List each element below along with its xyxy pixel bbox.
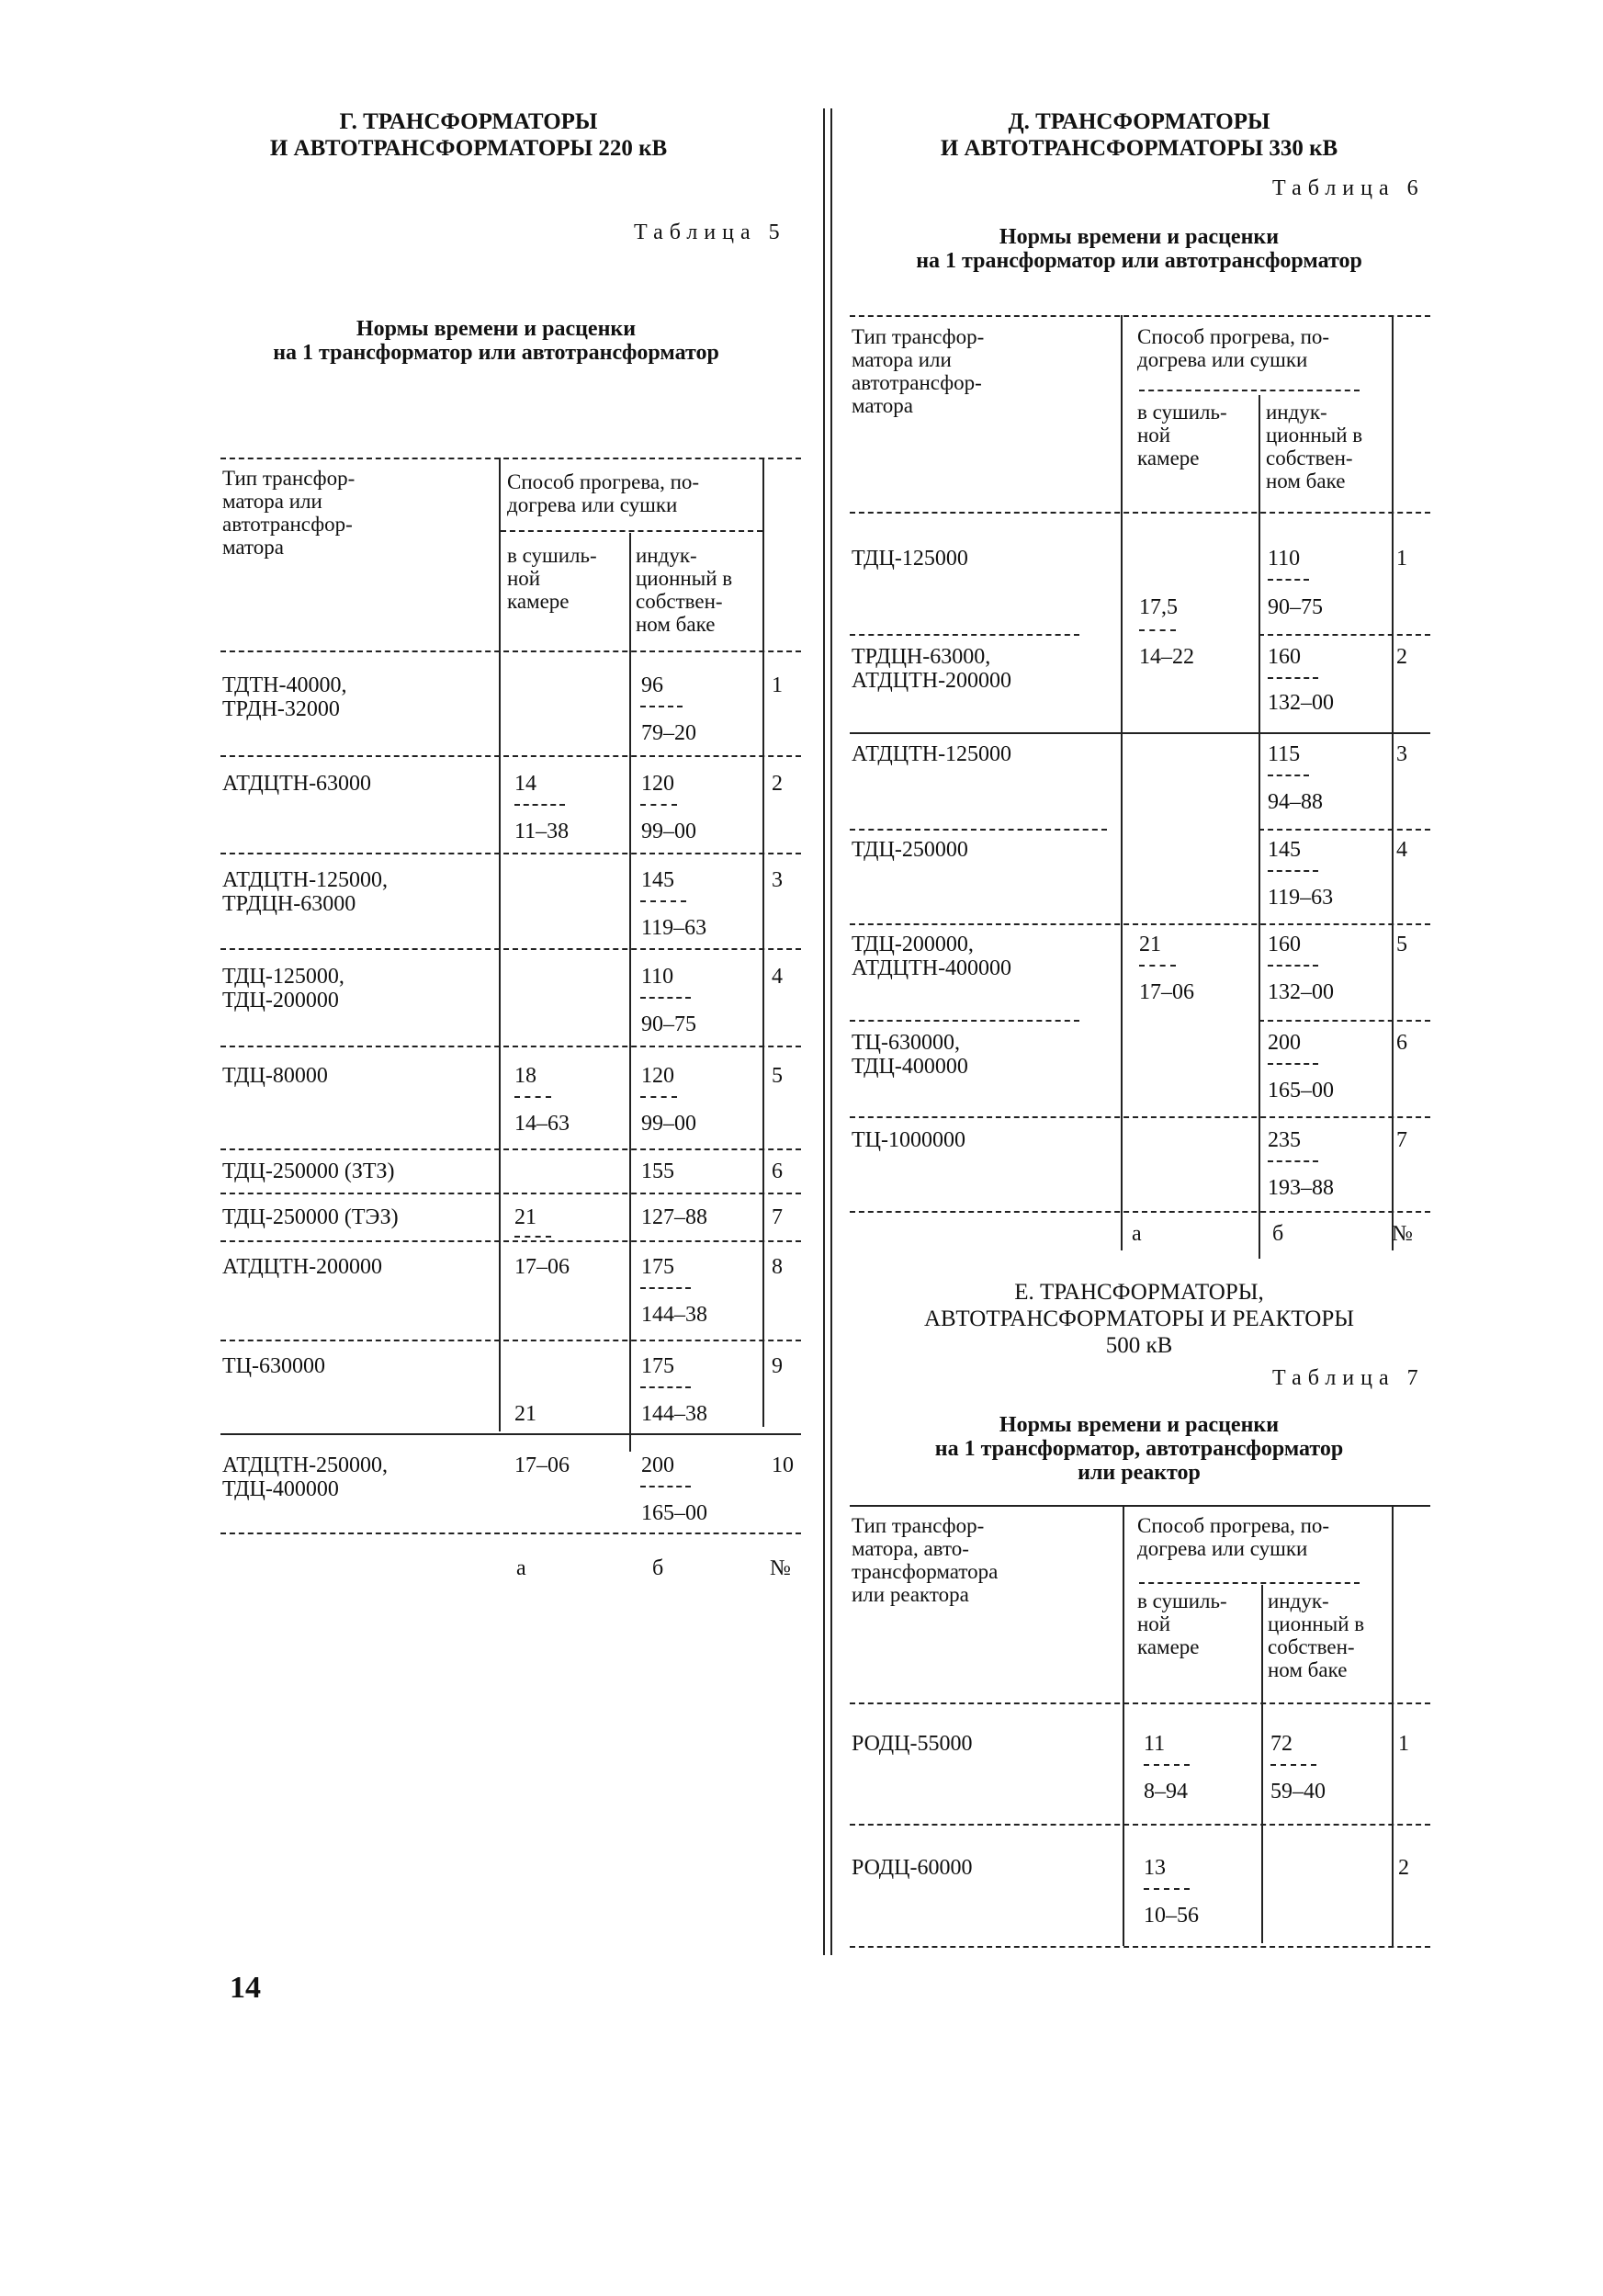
t7-col-chamber: в сушиль- ной камере bbox=[1137, 1589, 1227, 1658]
t5-r9-ind-price: 144–38 bbox=[641, 1402, 707, 1426]
section-e-title bbox=[854, 1279, 1424, 1359]
section-e-title-line1: Е. ТРАНСФОРМАТОРЫ, bbox=[1014, 1280, 1264, 1305]
section-e-norm-line3: или реактор bbox=[1078, 1461, 1201, 1485]
section-e-norm-line1: Нормы времени и расценки bbox=[999, 1413, 1280, 1437]
t7-r1-ind-fraction bbox=[1270, 1764, 1316, 1766]
t6-r1-type: ТДЦ-125000 bbox=[852, 547, 968, 571]
t5-row-sep bbox=[220, 1340, 801, 1341]
section-d-title-line2: И АВТОТРАНСФОРМАТОРЫ 330 кВ bbox=[940, 136, 1338, 161]
t6-r1-ind-price: 90–75 bbox=[1268, 595, 1323, 619]
t6-r2-ind-fraction bbox=[1268, 677, 1318, 679]
t7-r2-ch-time: 13 bbox=[1144, 1856, 1166, 1880]
section-d-norm-line1: Нормы времени и расценки bbox=[999, 225, 1280, 249]
t5-r2-no: 2 bbox=[772, 772, 783, 796]
t5-row-sep bbox=[220, 1240, 801, 1242]
t5-r7-type: ТДЦ-250000 (ТЭЗ) bbox=[222, 1205, 399, 1229]
t6-r4-ind-time: 145 bbox=[1268, 838, 1301, 862]
t5-row-sep bbox=[220, 853, 801, 854]
t6-col-type: Тип трансфор- матора или автотрансфор- матора bbox=[852, 325, 985, 417]
t6-footer-a: а bbox=[1132, 1222, 1142, 1246]
t6-r6-ind-fraction bbox=[1268, 1063, 1318, 1065]
t6-row-sep bbox=[850, 1020, 1079, 1022]
section-g-title-line2: И АВТОТРАНСФОРМАТОРЫ 220 кВ bbox=[269, 136, 668, 161]
t6-r2-no: 2 bbox=[1396, 645, 1407, 669]
t5-r7-no: 7 bbox=[772, 1205, 783, 1229]
t6-g2-ch-price: 17–06 bbox=[1139, 980, 1194, 1004]
t7-r2-ch-price: 10–56 bbox=[1144, 1904, 1199, 1928]
t6-r5-ind-time: 160 bbox=[1268, 933, 1301, 956]
t5-r7-ch-time: 21 bbox=[514, 1205, 536, 1229]
t5-r5-type: ТДЦ-80000 bbox=[222, 1064, 328, 1088]
t6-row-sep bbox=[1259, 1020, 1430, 1022]
t5-r9-ind-fraction bbox=[640, 1386, 691, 1388]
t5-subheader-rule bbox=[501, 530, 762, 532]
t6-col-chamber: в сушиль- ной камере bbox=[1137, 401, 1227, 469]
t7-r1-ch-time: 11 bbox=[1144, 1732, 1166, 1756]
t7-r2-no: 2 bbox=[1398, 1856, 1409, 1880]
t5-top-rule bbox=[220, 458, 801, 459]
t6-r5-no: 5 bbox=[1396, 933, 1407, 956]
t5-r1-ind-price: 79–20 bbox=[641, 721, 696, 745]
t6-vline-no bbox=[1392, 315, 1394, 1250]
t5-r2-ch-time: 14 bbox=[514, 772, 536, 796]
t5-r4-type: ТДЦ-125000, ТДЦ-200000 bbox=[222, 965, 344, 1012]
t6-r5-type: ТДЦ-200000, АТДЦТН-400000 bbox=[852, 933, 1012, 980]
t7-vline-type bbox=[1123, 1505, 1124, 1946]
t5-r8-no: 8 bbox=[772, 1255, 783, 1279]
t5-r2-ind-price: 99–00 bbox=[641, 820, 696, 843]
t5-r6-type: ТДЦ-250000 (ЗТЗ) bbox=[222, 1159, 395, 1183]
t6-g2-ch-fraction bbox=[1139, 965, 1176, 967]
t5-footer-no: № bbox=[770, 1556, 791, 1580]
t6-r3-no: 3 bbox=[1396, 742, 1407, 766]
t5-footer-a: а bbox=[516, 1556, 526, 1580]
t6-r4-ind-fraction bbox=[1268, 870, 1318, 872]
t7-top-rule bbox=[850, 1505, 1430, 1507]
t6-r2-type: ТРДЦН-63000, АТДЦТН-200000 bbox=[852, 645, 1012, 693]
section-e-title-line2: АВТОТРАНСФОРМАТОРЫ И РЕАКТОРЫ bbox=[923, 1306, 1355, 1331]
t6-r1-ind-time: 110 bbox=[1268, 547, 1301, 571]
t6-r7-ind-time: 235 bbox=[1268, 1128, 1301, 1152]
t7-col-method: Способ прогрева, по- догрева или сушки bbox=[1137, 1514, 1330, 1560]
t5-r7-ind-price: 127–88 bbox=[641, 1205, 707, 1229]
t5-r4-ind-time: 110 bbox=[641, 965, 674, 989]
t5-r9-type: ТЦ-630000 bbox=[222, 1354, 325, 1378]
t6-r3-ind-price: 94–88 bbox=[1268, 790, 1323, 814]
t5-r4-no: 4 bbox=[772, 965, 783, 989]
t5-r3-ind-price: 119–63 bbox=[641, 916, 707, 940]
t5-r8-ch-price: 17–06 bbox=[514, 1255, 570, 1279]
t5-r6-no: 6 bbox=[772, 1159, 783, 1183]
t6-r7-type: ТЦ-1000000 bbox=[852, 1128, 965, 1152]
t6-g1-ch-price: 14–22 bbox=[1139, 645, 1194, 669]
section-d-table-label: Таблица 6 bbox=[1272, 176, 1425, 200]
t5-r3-ind-time: 145 bbox=[641, 868, 674, 892]
section-g-title bbox=[211, 108, 726, 162]
t7-vline-chamber bbox=[1261, 1585, 1263, 1943]
t6-r5-ind-price: 132–00 bbox=[1268, 980, 1334, 1004]
t5-r4-ind-fraction bbox=[640, 997, 691, 999]
t5-vline-type bbox=[499, 458, 501, 1431]
t6-r3-type: АТДЦТН-125000 bbox=[852, 742, 1012, 766]
t6-r6-ind-time: 200 bbox=[1268, 1031, 1301, 1055]
t6-r3-ind-fraction bbox=[1268, 775, 1309, 776]
t7-r1-ch-fraction bbox=[1144, 1764, 1190, 1766]
t7-vline-no bbox=[1392, 1505, 1394, 1946]
t6-r5-ind-fraction bbox=[1268, 965, 1318, 967]
t6-footer-b: б bbox=[1272, 1222, 1284, 1246]
t6-r4-type: ТДЦ-250000 bbox=[852, 838, 968, 862]
t6-row-sep bbox=[1259, 634, 1430, 636]
t5-r10-type: АТДЦТН-250000, ТДЦ-400000 bbox=[222, 1453, 389, 1501]
t5-r7-ch-fraction bbox=[514, 1236, 551, 1238]
t5-r10-ch-price: 17–06 bbox=[514, 1453, 570, 1477]
t6-footer-no: № bbox=[1392, 1222, 1413, 1246]
section-d-norms bbox=[854, 225, 1424, 273]
t7-r2-ch-fraction bbox=[1144, 1888, 1190, 1890]
t5-row-sep bbox=[220, 1148, 801, 1150]
t5-r8-ind-fraction bbox=[640, 1287, 691, 1289]
t5-row-sep bbox=[220, 755, 801, 757]
t7-r1-ind-time: 72 bbox=[1270, 1732, 1293, 1756]
section-d-title-line1: Д. ТРАНСФОРМАТОРЫ bbox=[1008, 109, 1270, 134]
t6-bottom-rule bbox=[850, 1211, 1430, 1213]
t6-r1-no: 1 bbox=[1396, 547, 1407, 571]
t5-r5-ch-price: 14–63 bbox=[514, 1112, 570, 1136]
section-e-norm-line2: на 1 трансформатор, автотрансформатор bbox=[934, 1437, 1344, 1461]
t6-row-sep bbox=[850, 829, 1107, 831]
t5-vline-chamber bbox=[629, 533, 631, 1452]
t5-r8-type: АТДЦТН-200000 bbox=[222, 1255, 383, 1279]
t5-r5-no: 5 bbox=[772, 1064, 783, 1088]
section-g-norm-line1: Нормы времени и расценки bbox=[356, 317, 637, 341]
t5-row-sep bbox=[220, 948, 801, 950]
t5-r1-ind-time: 96 bbox=[641, 673, 663, 697]
t5-r8-ind-time: 175 bbox=[641, 1255, 674, 1279]
t6-g1-ch-time: 17,5 bbox=[1139, 595, 1178, 619]
t6-r6-type: ТЦ-630000, ТДЦ-400000 bbox=[852, 1031, 968, 1079]
section-g-norm-line2: на 1 трансформатор или автотрансформатор bbox=[273, 341, 719, 365]
t7-bottom-rule bbox=[850, 1946, 1430, 1948]
t5-r9-no: 9 bbox=[772, 1354, 783, 1378]
t7-r1-no: 1 bbox=[1398, 1732, 1409, 1756]
section-e-title-line3: 500 кВ bbox=[1105, 1333, 1173, 1358]
t5-r10-ind-fraction bbox=[640, 1486, 691, 1487]
t7-col-type: Тип трансфор- матора, авто- трансформатора или реактора bbox=[852, 1514, 999, 1606]
t5-r6-ind-time: 155 bbox=[641, 1159, 674, 1183]
t5-bottom-rule bbox=[220, 1533, 801, 1534]
section-d-title bbox=[854, 108, 1424, 162]
t7-header-bottom bbox=[850, 1702, 1430, 1704]
t5-r1-type: ТДТН-40000, ТРДН-32000 bbox=[222, 673, 347, 721]
t5-vline-no bbox=[762, 458, 764, 1427]
t6-r2-ind-price: 132–00 bbox=[1268, 691, 1334, 715]
t5-r2-type: АТДЦТН-63000 bbox=[222, 772, 372, 796]
t6-r1-ind-fraction bbox=[1268, 579, 1309, 581]
t6-row-sep bbox=[850, 634, 1079, 636]
t6-vline-type bbox=[1121, 315, 1123, 1250]
t6-g2-ch-time: 21 bbox=[1139, 933, 1161, 956]
t5-r2-ch-price: 11–38 bbox=[514, 820, 570, 843]
t6-subheader-rule bbox=[1139, 390, 1360, 391]
t6-header-bottom bbox=[850, 512, 1430, 514]
page-divider-left bbox=[823, 108, 825, 1955]
t6-g1-ch-fraction bbox=[1139, 629, 1176, 631]
t5-r1-no: 1 bbox=[772, 673, 783, 697]
t6-r6-no: 6 bbox=[1396, 1031, 1407, 1055]
t6-r7-ind-fraction bbox=[1268, 1160, 1318, 1162]
t5-r10-no: 10 bbox=[772, 1453, 794, 1477]
t6-r4-no: 4 bbox=[1396, 838, 1407, 862]
t6-col-induction: индук- ционный в собствен- ном баке bbox=[1266, 401, 1363, 492]
t6-row-sep bbox=[850, 1116, 1430, 1118]
t6-r2-ind-time: 160 bbox=[1268, 645, 1301, 669]
t5-r8-ind-price: 144–38 bbox=[641, 1303, 707, 1327]
t5-r2-ch-fraction bbox=[514, 804, 565, 806]
t7-col-induction: индук- ционный в собствен- ном баке bbox=[1268, 1589, 1365, 1681]
t7-row-sep bbox=[850, 1824, 1430, 1826]
t5-header-bottom bbox=[220, 650, 801, 652]
t5-r3-no: 3 bbox=[772, 868, 783, 892]
t6-r6-ind-price: 165–00 bbox=[1268, 1079, 1334, 1103]
page-divider-right bbox=[830, 108, 832, 1955]
t5-r9-ch-time: 21 bbox=[514, 1402, 536, 1426]
t6-col-method: Способ прогрева, по- догрева или сушки bbox=[1137, 325, 1330, 371]
section-g-norms bbox=[211, 317, 781, 365]
t6-row-sep bbox=[850, 732, 1430, 734]
t5-r2-ind-time: 120 bbox=[641, 772, 674, 796]
t5-r5-ind-time: 120 bbox=[641, 1064, 674, 1088]
t7-r1-type: РОДЦ-55000 bbox=[852, 1732, 973, 1756]
t5-r5-ind-price: 99–00 bbox=[641, 1112, 696, 1136]
t7-r1-ch-price: 8–94 bbox=[1144, 1780, 1188, 1804]
t5-col-induction: индук- ционный в собствен- ном баке bbox=[636, 544, 733, 636]
t5-r3-type: АТДЦТН-125000, ТРДЦН-63000 bbox=[222, 868, 389, 916]
t5-r10-ind-price: 165–00 bbox=[641, 1501, 707, 1525]
section-g-table-label: Таблица 5 bbox=[634, 221, 786, 244]
t6-r7-ind-price: 193–88 bbox=[1268, 1176, 1334, 1200]
t6-r7-no: 7 bbox=[1396, 1128, 1407, 1152]
t6-r4-ind-price: 119–63 bbox=[1268, 886, 1334, 910]
t5-col-chamber: в сушиль- ной камере bbox=[507, 544, 597, 613]
section-e-norms bbox=[854, 1413, 1424, 1485]
t5-row-sep bbox=[220, 1046, 801, 1047]
t5-r10-ind-time: 200 bbox=[641, 1453, 674, 1477]
t5-r5-ch-fraction bbox=[514, 1096, 551, 1098]
t5-r3-ind-fraction bbox=[640, 900, 686, 902]
t5-col-method: Способ прогрева, по- догрева или сушки bbox=[507, 470, 700, 516]
t7-r2-type: РОДЦ-60000 bbox=[852, 1856, 973, 1880]
t5-r9-ind-time: 175 bbox=[641, 1354, 674, 1378]
t6-vline-chamber bbox=[1259, 395, 1260, 1259]
t5-footer-b: б bbox=[652, 1556, 664, 1580]
t5-r4-ind-price: 90–75 bbox=[641, 1012, 696, 1036]
t5-r5-ch-time: 18 bbox=[514, 1064, 536, 1088]
page-number: 14 bbox=[230, 1971, 261, 2005]
t7-r1-ind-price: 59–40 bbox=[1270, 1780, 1326, 1804]
section-e-table-label: Таблица 7 bbox=[1272, 1366, 1425, 1390]
t7-subheader-rule bbox=[1139, 1582, 1360, 1584]
t5-r1-ind-fraction bbox=[640, 706, 683, 707]
section-d-norm-line2: на 1 трансформатор или автотрансформатор bbox=[916, 249, 1362, 273]
t5-row-sep bbox=[220, 1433, 801, 1435]
section-g-title-line1: Г. ТРАНСФОРМАТОРЫ bbox=[339, 109, 598, 134]
t5-r2-ind-fraction bbox=[640, 804, 677, 806]
t5-row-sep bbox=[220, 1193, 801, 1194]
t6-row-sep bbox=[850, 923, 1430, 925]
t5-col-type: Тип трансфор- матора или автотрансфор- матора bbox=[222, 467, 356, 559]
t5-r5-ind-fraction bbox=[640, 1096, 677, 1098]
t6-row-sep bbox=[1259, 829, 1430, 831]
t6-r3-ind-time: 115 bbox=[1268, 742, 1301, 766]
t6-top-rule bbox=[850, 315, 1430, 317]
